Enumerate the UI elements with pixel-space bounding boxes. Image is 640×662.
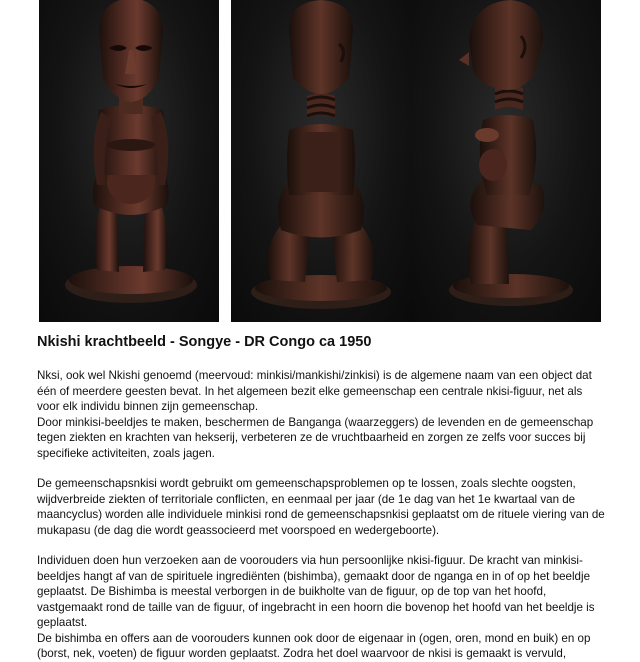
figure-back-image	[231, 0, 411, 322]
paragraph: Door minkisi-beeldjes te maken, beschermen de Banganga (waarzeggers) de levenden en de gemeenschap tegen ziekten en krachten van hekserij, verbeteren ze de vruchtbaarheid en zorgen ze zelfs voor succes bij specifieke activiteiten, zoals jagen.	[37, 415, 594, 460]
figure-front-image	[39, 0, 219, 322]
paragraph: Nksi, ook wel Nkishi genoemd (meervoud: minkisi/mankishi/zinkisi) is de algemene naam van een object dat één of meerdere geesten bevat. In het algemeen bezit elke gemeenschap een centrale nkisi-figuur, net als voor elk individu binnen zijn gemeenschap.	[37, 369, 592, 413]
body-text	[37, 368, 607, 662]
paragraph: Individuen doen hun verzoeken aan de voorouders via hun persoonlijke nkisi-figuur. De kracht van minkisi-beeldjes hangt af van de spirituele ingrediënten (bishimba), gemaakt door de nganga en in of op het beeldje geplaatst. De Bishimba is meestal verborgen in de buikholte van de figuur, op de top van het hoofd, vastgemaakt rond de taille van de figuur, of ingebracht in een hoorn die bovenop het hoofd van het beeldje is geplaatst.	[37, 554, 595, 629]
paragraph: De gemeenschapsnkisi wordt gebruikt om gemeenschapsproblemen op te lossen, zoals slechte oogsten, wijdverbreide ziekten of territoriale conflicten, en eenmaal per jaar (de 1e dag van het 1e kwartaal van de maancyclus) worden alle individuele minkisi rond de gemeenschapsnkisi geplaatst om de rituele viering van de mukapasu (de dag die wordt geassocieerd met voorspoed en wedergeboorte).	[37, 477, 605, 537]
figure-side-image	[411, 0, 601, 322]
side-view-photo	[411, 0, 601, 322]
front-view-photo	[39, 0, 219, 322]
paragraph: De bishimba en offers aan de voorouders kunnen ook door de eigenaar in (ogen, oren, mond en buik) en op (borst, nek, voeten) de figuur worden geplaatst. Zodra het doel waarvoor de nkisi is gemaakt is vervuld,	[37, 631, 591, 660]
back-view-photo	[231, 0, 411, 322]
page-title: Nkishi krachtbeeld - Songye - DR Congo ca 1950	[37, 334, 372, 350]
